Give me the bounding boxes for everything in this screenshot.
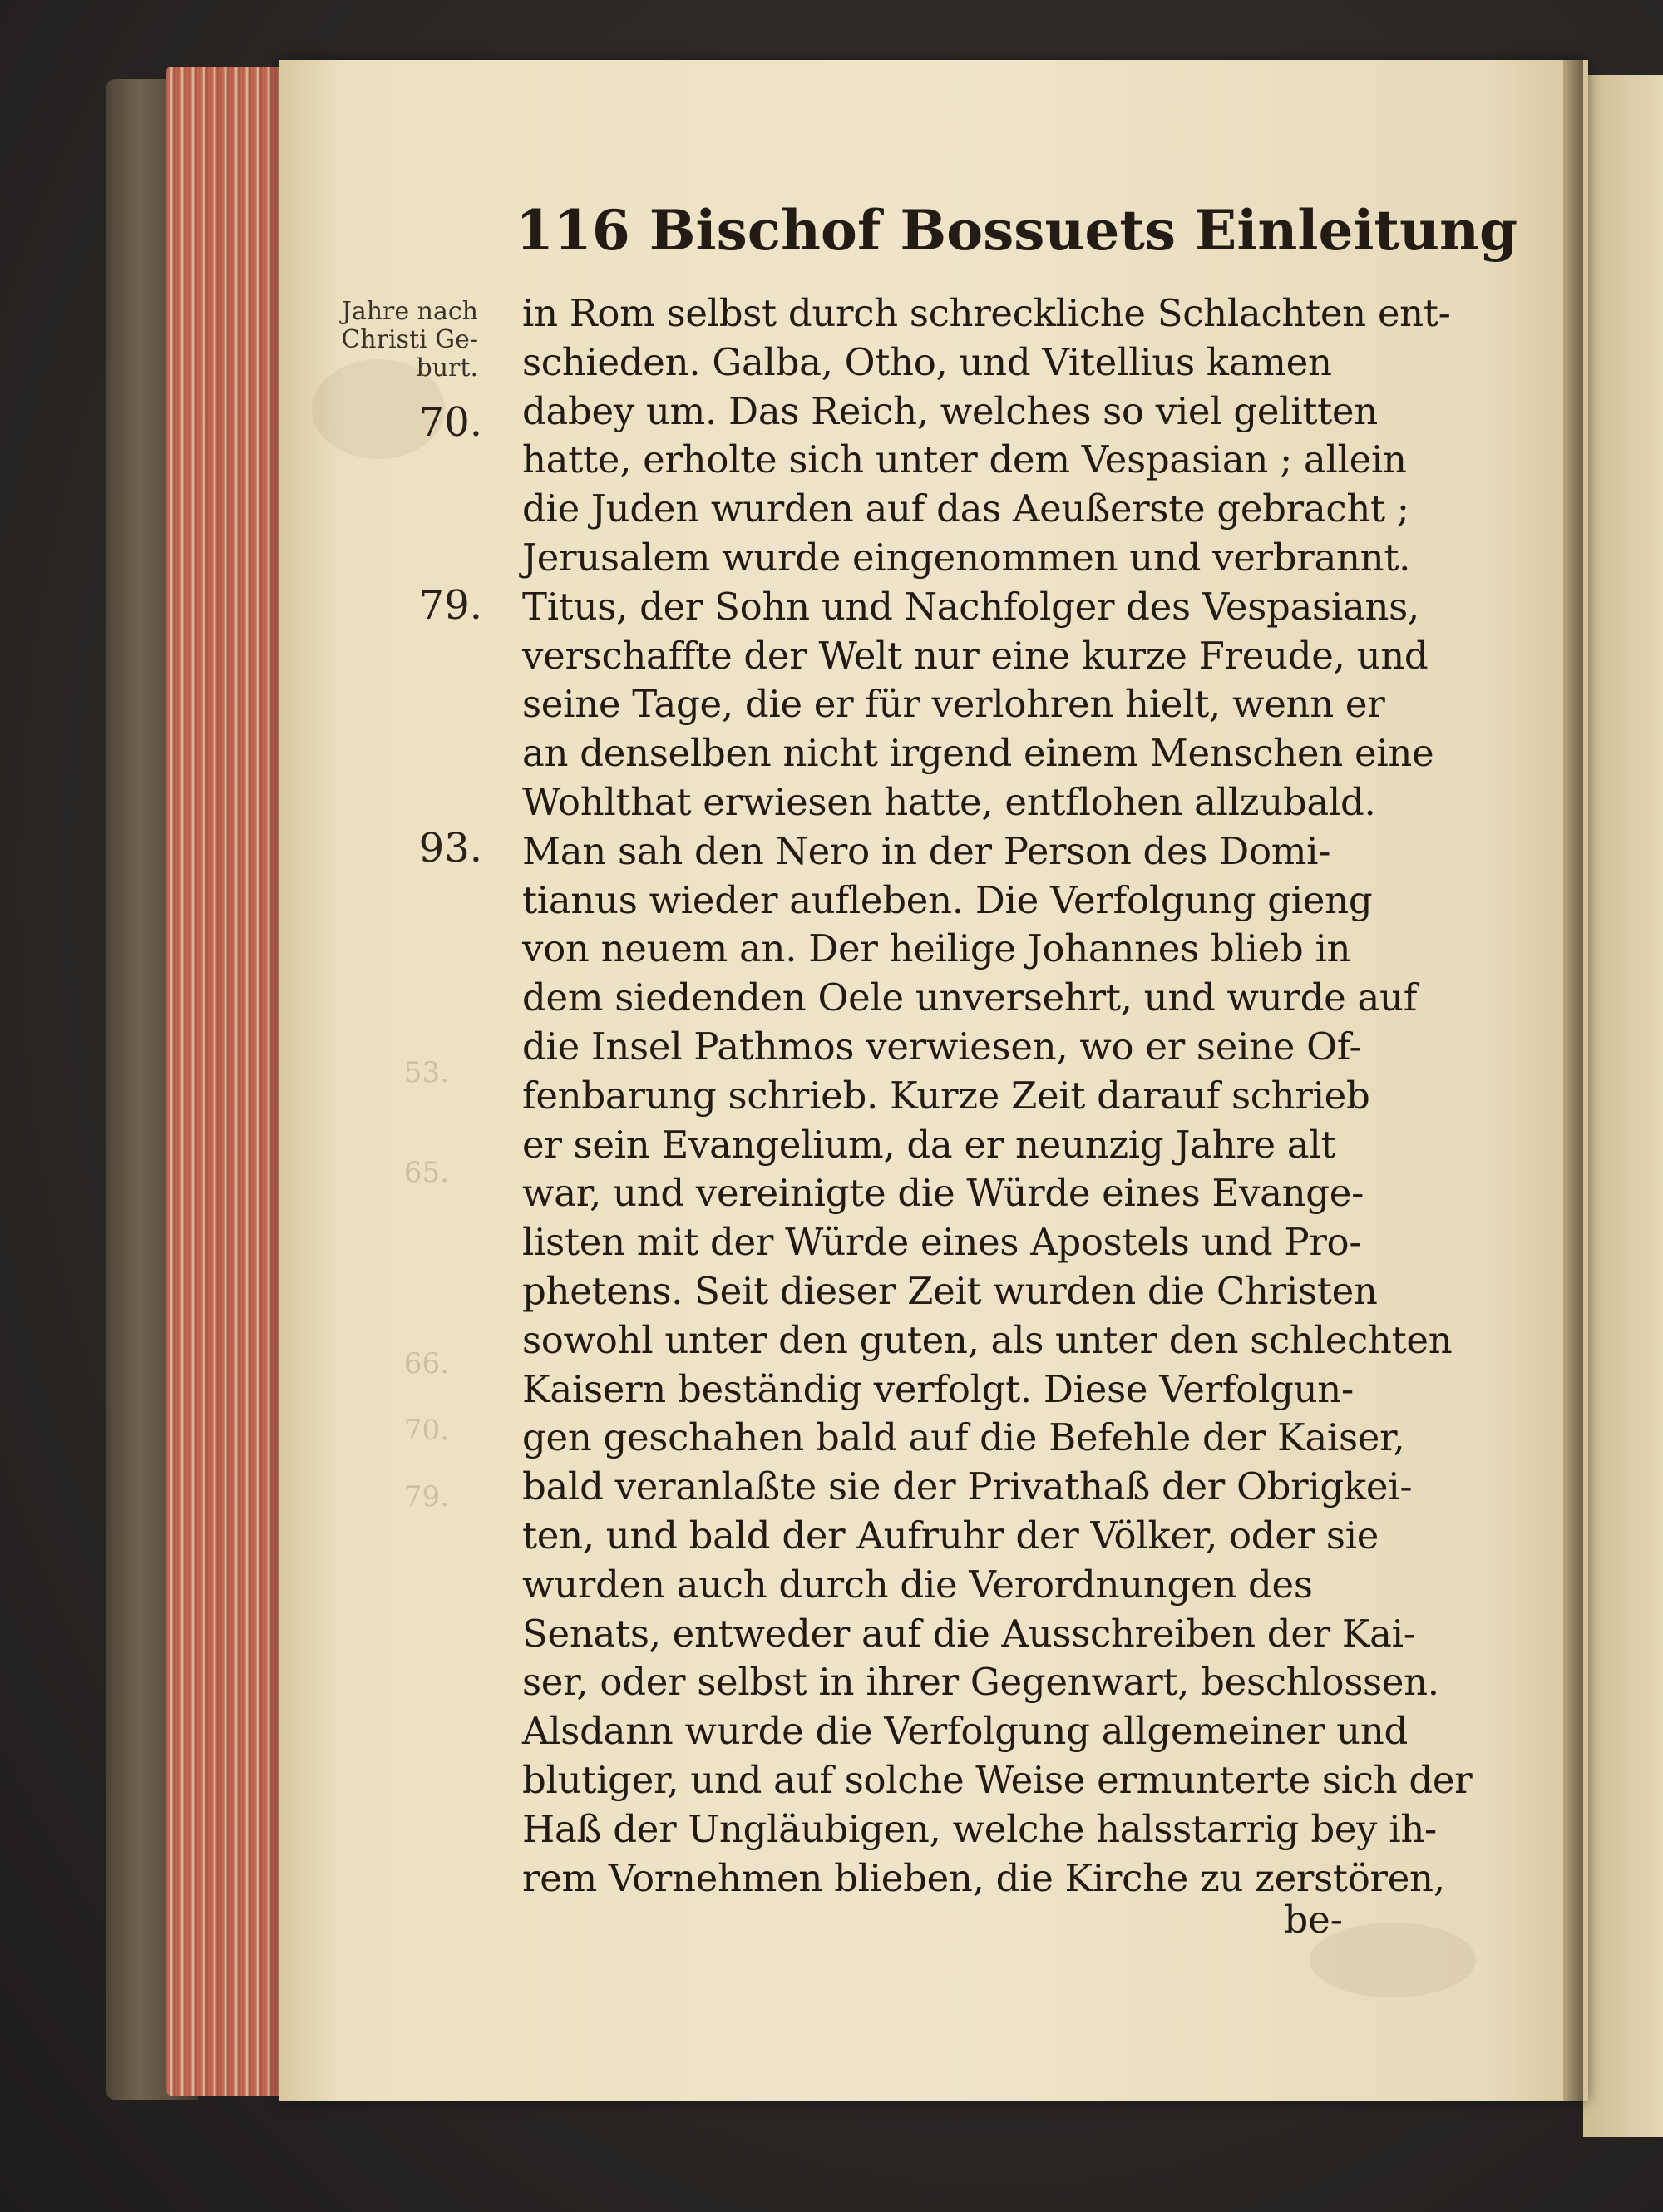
text-line: wurden auch durch die Verordnungen des: [522, 1562, 1313, 1607]
text-line: schieden. Galba, Otho, und Vitellius kamen: [522, 339, 1332, 384]
text-line: fenbarung schrieb. Kurze Zeit darauf schrieb: [522, 1073, 1370, 1118]
show-through-mark: 65.: [403, 1156, 449, 1189]
text-line: von neuem an. Der heilige Johannes blieb in: [522, 926, 1351, 971]
text-line: er sein Evangelium, da er neunzig Jahre alt: [522, 1122, 1336, 1167]
margin-note: [328, 298, 478, 383]
text-line: verschaffte der Welt nur eine kurze Freude, und: [522, 633, 1429, 678]
text-line: hatte, erholte sich unter dem Vespasian ; allein: [522, 437, 1407, 482]
facing-page-edge: [1583, 75, 1663, 2137]
text-line: Jerusalem wurde eingenommen und verbrannt.: [522, 535, 1411, 580]
text-line: Wohlthat erwiesen hatte, entflohen allzubald.: [522, 779, 1376, 824]
margin-year: 93.: [418, 825, 482, 871]
show-through-mark: 66.: [403, 1347, 449, 1380]
text-line: an denselben nicht irgend einem Menschen eine: [522, 731, 1434, 776]
margin-note-line: Jahre nach: [341, 297, 478, 326]
body-text: [522, 289, 1473, 1903]
text-line: in Rom selbst durch schreckliche Schlachten ent-: [522, 291, 1451, 335]
margin-note-line: Christi Ge-: [341, 325, 478, 354]
text-line: Haß der Ungläubigen, welche halsstarrig bey ih-: [522, 1806, 1437, 1851]
show-through-mark: 53.: [403, 1056, 449, 1089]
text-line: Kaisern beständig verfolgt. Diese Verfolgun-: [522, 1366, 1354, 1411]
text-line: gen geschahen bald auf die Befehle der Kaiser,: [522, 1415, 1405, 1460]
text-line: blutiger, und auf solche Weise ermunterte sich der: [522, 1757, 1473, 1802]
text-line: dabey um. Das Reich, welches so viel gelitten: [522, 388, 1378, 433]
show-through-mark: 70.: [403, 1414, 449, 1447]
text-line: war, und vereinigte die Würde eines Evange-: [522, 1171, 1364, 1216]
text-line: tianus wieder aufleben. Die Verfolgung gieng: [522, 877, 1373, 922]
margin-year: 79.: [418, 582, 482, 629]
text-line: die Insel Pathmos verwiesen, wo er seine Of-: [522, 1024, 1362, 1069]
text-line: die Juden wurden auf das Aeußerste gebracht ;: [522, 486, 1409, 531]
show-through-mark: 79.: [403, 1480, 449, 1513]
text-line: ser, oder selbst in ihrer Gegenwart, beschlossen.: [522, 1660, 1439, 1705]
text-line: ten, und bald der Aufruhr der Völker, oder sie: [522, 1513, 1379, 1558]
running-head: 116 Bischof Bossuets Einleitung: [516, 198, 1518, 263]
text-line: listen mit der Würde eines Apostels und Pro-: [522, 1220, 1362, 1265]
text-line: Man sah den Nero in der Person des Domi-: [522, 828, 1331, 873]
page-gutter: [1563, 60, 1583, 2101]
text-line: phetens. Seit dieser Zeit wurden die Christen: [522, 1268, 1378, 1313]
text-line: Titus, der Sohn und Nachfolger des Vespasians,: [522, 584, 1419, 629]
margin-note-line: burt.: [416, 353, 478, 383]
catchword: be-: [1284, 1898, 1343, 1942]
text-line: rem Vornehmen blieben, die Kirche zu zerstören,: [522, 1855, 1445, 1900]
red-page-edges: [166, 67, 291, 2096]
text-line: bald veranlaßte sie der Privathaß der Obrigkei-: [522, 1464, 1413, 1509]
text-line: Senats, entweder auf die Ausschreiben der Kai-: [522, 1611, 1416, 1656]
margin-year: 70.: [418, 399, 482, 446]
text-line: dem siedenden Oele unversehrt, und wurde auf: [522, 975, 1418, 1020]
text-line: seine Tage, die er für verlohren hielt, wenn er: [522, 682, 1385, 727]
text-line: Alsdann wurde die Verfolgung allgemeiner und: [522, 1709, 1409, 1754]
text-line: sowohl unter den guten, als unter den schlechten: [522, 1317, 1453, 1362]
